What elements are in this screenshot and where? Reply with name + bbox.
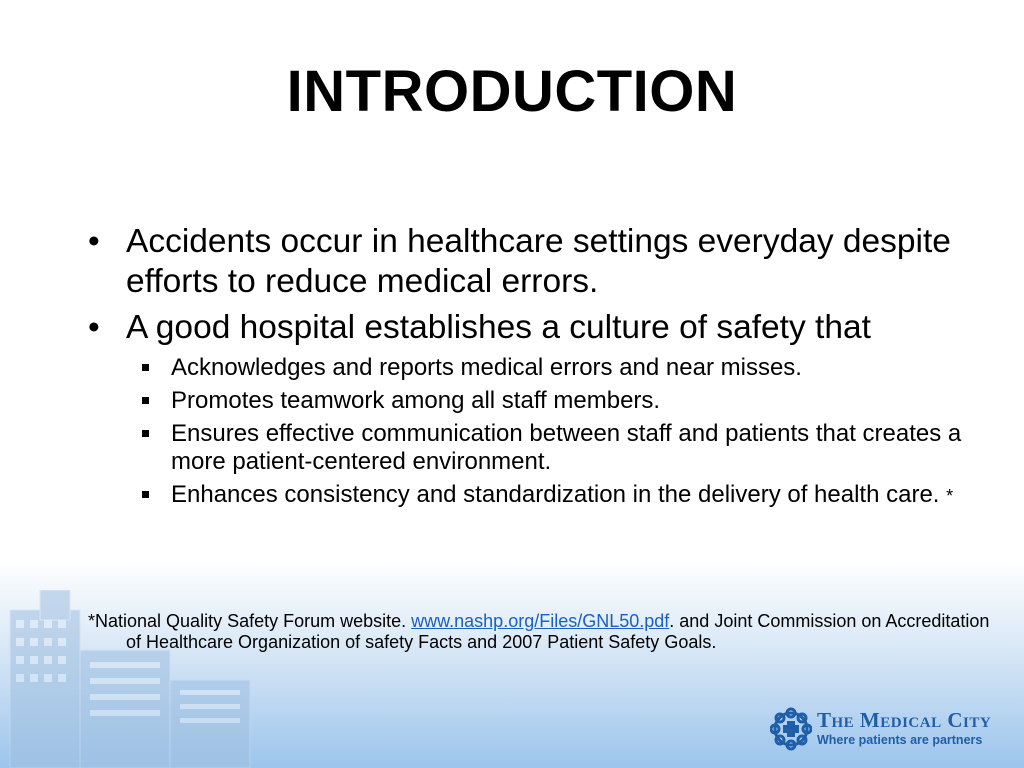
bullet-text: Accidents occur in healthcare settings everyday despite efforts to reduce medical errors. bbox=[126, 223, 951, 300]
square-bullet-icon bbox=[142, 430, 149, 437]
sub-bullet-item bbox=[88, 354, 988, 382]
sub-bullet-item bbox=[88, 481, 988, 510]
sub-bullet-text: Acknowledges and reports medical errors and near misses. bbox=[171, 354, 802, 381]
sub-bullet-text: Ensures effective communication between staff and patients that creates a more patient-centered environment. bbox=[171, 420, 962, 475]
square-bullet-icon bbox=[142, 397, 149, 404]
medical-city-emblem-icon bbox=[770, 707, 812, 751]
footnote-link[interactable]: www.nashp.org/Files/GNL50.pdf bbox=[411, 611, 670, 631]
bullet-item bbox=[88, 222, 988, 302]
bullet-dot-icon: • bbox=[88, 309, 100, 346]
logo-tagline: Where patients are partners bbox=[817, 733, 983, 747]
footnote bbox=[88, 611, 1006, 653]
bullet-item bbox=[88, 308, 988, 348]
medical-city-logo bbox=[770, 707, 1010, 755]
sub-bullet-item bbox=[88, 387, 988, 415]
sub-bullet-text: Promotes teamwork among all staff members. bbox=[171, 387, 661, 414]
bullet-list bbox=[88, 222, 988, 515]
bullet-dot-icon: • bbox=[88, 223, 100, 260]
sub-bullet-item bbox=[88, 420, 988, 476]
footnote-prefix: *National Quality Safety Forum website. bbox=[88, 611, 412, 631]
square-bullet-icon bbox=[142, 364, 149, 371]
slide-title: INTRODUCTION bbox=[286, 59, 738, 124]
bullet-text: A good hospital establishes a culture of safety that bbox=[126, 309, 871, 346]
sub-bullet-text: Enhances consistency and standardization in the delivery of health care. bbox=[171, 481, 940, 508]
square-bullet-icon bbox=[142, 491, 149, 498]
logo-name: The Medical City bbox=[817, 708, 992, 732]
footnote-marker: * bbox=[946, 486, 954, 506]
footnote-suffix: . and Joint Commission on Accreditation of Healthcare Organization of safety Facts and 2007 Patient Safety Goals. bbox=[126, 611, 990, 652]
